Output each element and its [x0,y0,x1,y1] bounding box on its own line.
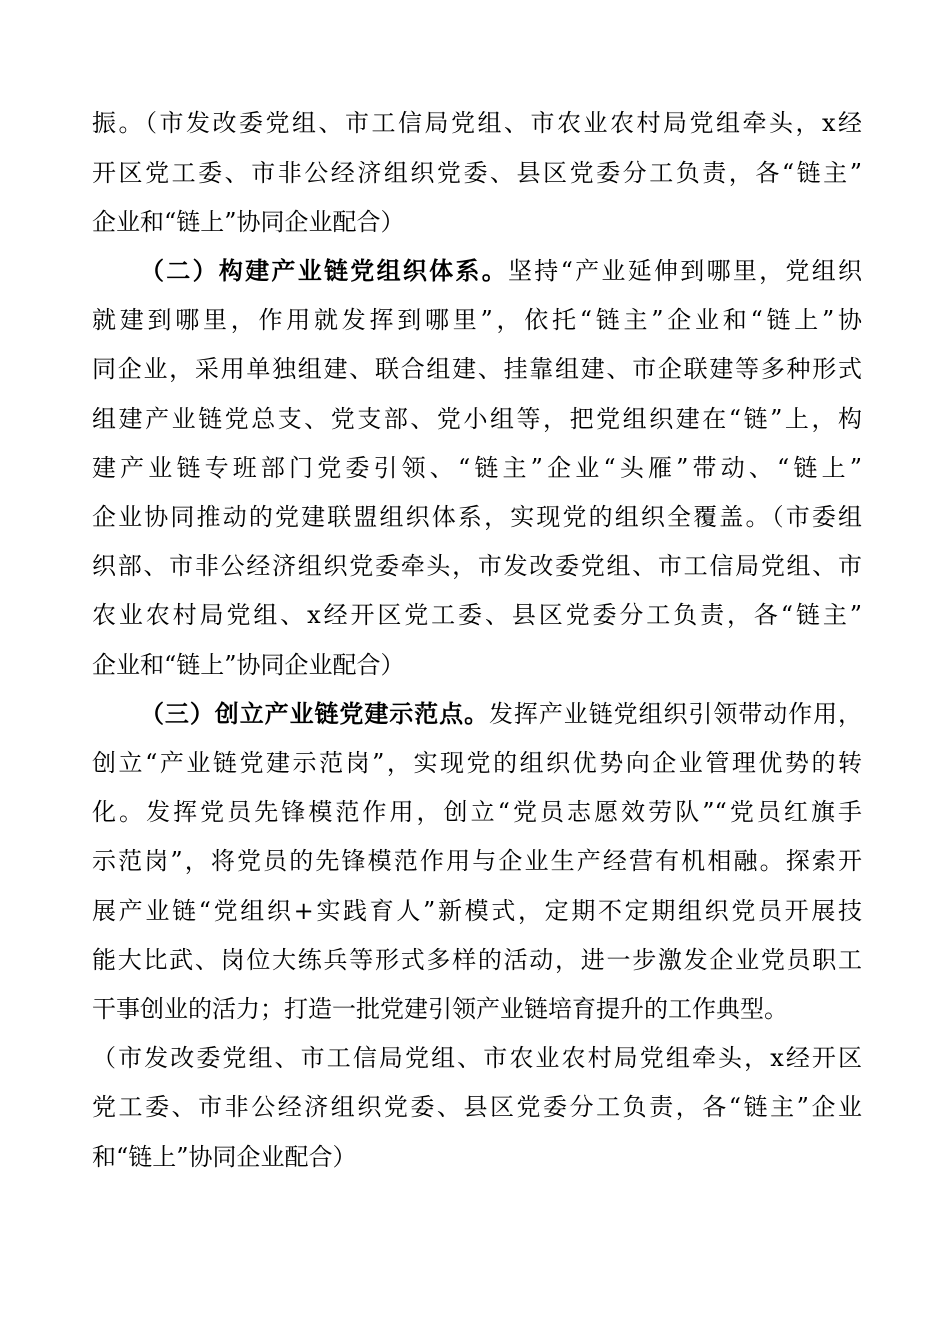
p2-line-2: 就建到哪里，作用就发挥到哪里”，依托“链主”企业和“链上”协 [92,306,862,334]
p2-line-3: 同企业，采用单独组建、联合组建、挂靠组建、市企联建等多种形式 [92,355,862,383]
p2-line-1 [140,246,862,296]
p1-line-2: 开区党工委、市非公经济组织党委、县区党委分工负责，各“链主” [92,159,862,187]
p3-line-3: 化。发挥党员先锋模范作用，创立“党员志愿效劳队”“党员红旗手 [92,798,862,826]
p1-line-3: 企业和“链上”协同企业配合） [92,208,405,236]
p2-line-8: 农业农村局党组、x经开区党工委、县区党委分工负责，各“链主” [92,601,862,629]
p3-heading: （三）创立产业链党建示范点。 [140,700,489,728]
p3-line-2: 创立“产业链党建示范岗”，实现党的组织优势向企业管理优势的转 [92,749,862,777]
p3-first-rest: 发挥产业链党组织引领带动作用， [489,700,862,728]
p2-first-rest: 坚持“产业延伸到哪里，党组织 [508,257,863,285]
p3-line-1 [140,689,862,739]
p3-line-5: 展产业链“党组织+实践育人”新模式，定期不定期组织党员开展技 [92,897,862,925]
p3-line-6: 能大比武、岗位大练兵等形式多样的活动，进一步激发企业党员职工 [92,946,862,974]
p2-line-4: 组建产业链党总支、党支部、党小组等，把党组织建在“链”上，构 [92,405,862,433]
p1-line-1: 振。（市发改委党组、市工信局党组、市农业农村局党组牵头，x经 [92,109,862,137]
p3-line-4: 示范岗”，将党员的先锋模范作用与企业生产经营有机相融。探索开 [92,847,862,875]
p3-line-8: （市发改委党组、市工信局党组、市农业农村局党组牵头，x经开区 [92,1044,862,1072]
p3-line-7: 干事创业的活力；打造一批党建引领产业链培育提升的工作典型。 [92,995,788,1023]
p3-line-9: 党工委、市非公经济组织党委、县区党委分工负责，各“链主”企业 [92,1093,862,1121]
p2-line-6: 企业协同推动的党建联盟组织体系，实现党的组织全覆盖。（市委组 [92,503,862,531]
p2-heading: （二）构建产业链党组织体系。 [140,257,509,285]
p2-line-9: 企业和“链上”协同企业配合） [92,651,405,679]
p3-line-10: 和“链上”协同企业配合） [92,1143,357,1171]
p2-line-5: 建产业链专班部门党委引领、“链主”企业“头雁”带动、“链上” [92,454,862,482]
p2-line-7: 织部、市非公经济组织党委牵头，市发改委党组、市工信局党组、市 [92,552,862,580]
